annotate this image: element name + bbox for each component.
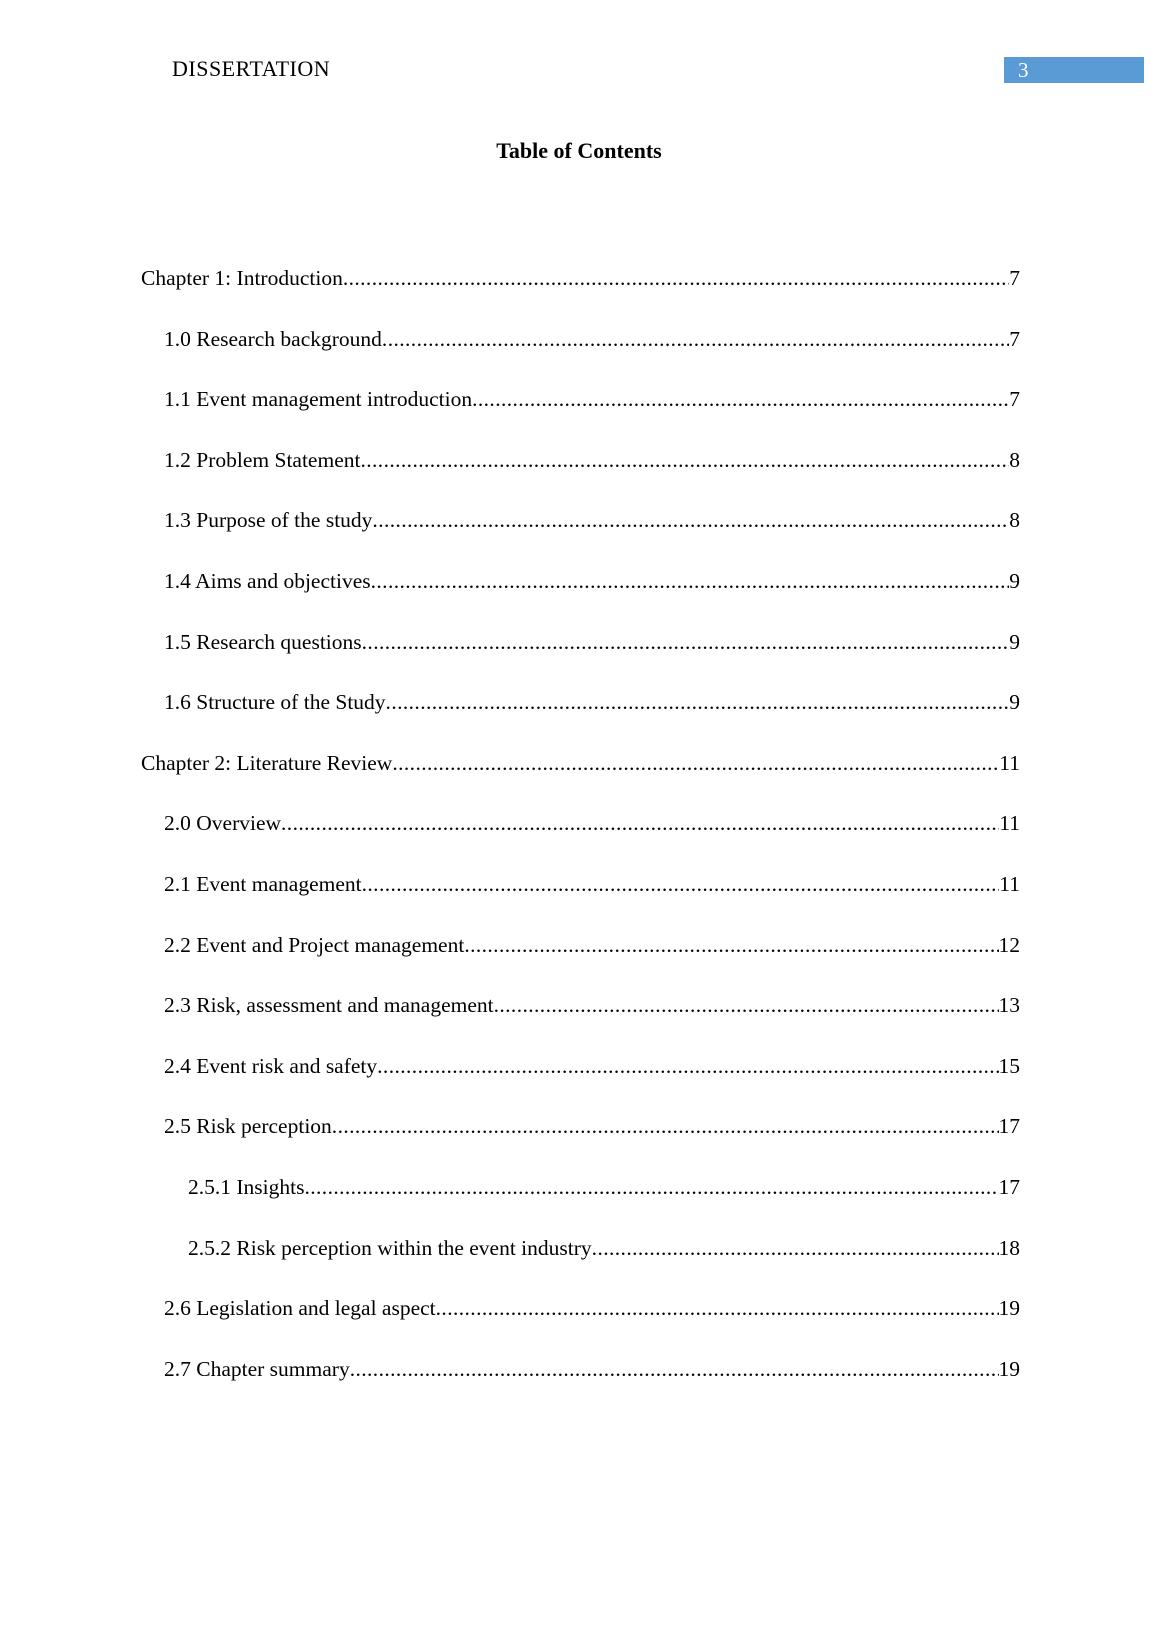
toc-entry[interactable]	[164, 1110, 1020, 1140]
toc-dot-leader	[343, 264, 1009, 292]
toc-title: Table of Contents	[496, 138, 662, 163]
toc-entry-label: 2.4 Event risk and safety	[164, 1053, 378, 1078]
toc-entry-label: 2.5.2 Risk perception within the event industry	[188, 1235, 592, 1260]
toc-entry[interactable]	[164, 1292, 1020, 1322]
page-number-badge	[1004, 57, 1144, 83]
toc-entry-label: 2.7 Chapter summary	[164, 1356, 350, 1381]
toc-dot-leader	[281, 809, 999, 837]
toc-entry-label: 1.2 Problem Statement	[164, 447, 361, 472]
toc-entry-label: 1.1 Event management introduction	[164, 387, 473, 412]
toc-dot-leader	[494, 991, 999, 1019]
toc-entry-label: 2.0 Overview	[164, 811, 282, 836]
toc-entry-page: 8	[1009, 447, 1020, 472]
toc-entry[interactable]	[164, 383, 1020, 413]
toc-entry-label: 1.6 Structure of the Study	[164, 690, 386, 715]
toc-entry[interactable]	[164, 444, 1020, 474]
toc-entry[interactable]	[164, 686, 1020, 716]
toc-entry-page: 11	[999, 811, 1020, 836]
toc-entry[interactable]	[164, 1050, 1020, 1080]
toc-entry-label: 2.1 Event management	[164, 872, 362, 896]
running-head: DISSERTATION	[172, 56, 331, 81]
toc-dot-leader	[436, 1294, 999, 1322]
toc-entry-label: 2.5 Risk perception	[164, 1114, 332, 1139]
toc-entry-page: 12	[998, 932, 1020, 957]
toc-entry-label: 1.4 Aims and objectives	[164, 569, 371, 593]
toc-entry[interactable]	[164, 626, 1020, 656]
toc-entry-page: 9	[1009, 569, 1020, 593]
toc-dot-leader	[464, 931, 998, 959]
toc-entry-label: Chapter 2: Literature Review	[141, 750, 393, 775]
toc-entry-page: 9	[1009, 690, 1020, 715]
toc-entry-label: 2.6 Legislation and legal aspect	[164, 1296, 436, 1321]
toc-entry-page: 17	[998, 1114, 1020, 1139]
toc-dot-leader	[392, 749, 999, 777]
toc-entry[interactable]	[188, 1171, 1020, 1201]
toc-entry-label: 1.5 Research questions	[164, 629, 362, 654]
toc-entry-page: 18	[998, 1235, 1020, 1260]
toc-entry-page: 17	[998, 1175, 1020, 1199]
toc-entry[interactable]	[164, 807, 1020, 837]
toc-entry[interactable]	[164, 929, 1020, 959]
toc-entry[interactable]	[164, 504, 1020, 534]
toc-dot-leader	[371, 567, 1010, 595]
toc-dot-leader	[360, 446, 1009, 474]
toc-entry[interactable]	[164, 989, 1020, 1019]
toc-entry-page: 13	[998, 993, 1020, 1018]
toc-entry-page: 9	[1009, 629, 1020, 654]
toc-entry-label: 2.3 Risk, assessment and management	[164, 993, 494, 1018]
page-number: 3	[1018, 58, 1029, 82]
toc-entry-page: 8	[1009, 508, 1020, 533]
toc-entry-page: 19	[998, 1296, 1020, 1321]
toc-entry[interactable]	[188, 1232, 1020, 1262]
toc-entry[interactable]	[141, 262, 1020, 292]
toc-dot-leader	[592, 1234, 999, 1262]
toc-dot-leader	[362, 628, 1010, 656]
toc-entry-page: 7	[1009, 387, 1020, 412]
toc-entry-label: 1.3 Purpose of the study	[164, 508, 373, 533]
toc-dot-leader	[362, 870, 1000, 898]
toc-entry-label: 2.2 Event and Project management	[164, 932, 465, 957]
toc-entry-label: 2.5.1 Insights	[188, 1175, 305, 1199]
toc-dot-leader	[304, 1173, 998, 1201]
toc-dot-leader	[350, 1355, 999, 1383]
toc-dot-leader	[386, 688, 1010, 716]
toc-entry-page: 11	[999, 750, 1020, 775]
toc-entry-page: 7	[1009, 326, 1020, 351]
toc-entry[interactable]	[164, 323, 1020, 353]
toc-dot-leader	[332, 1112, 999, 1140]
toc-dot-leader	[472, 385, 1009, 413]
toc-dot-leader	[377, 1052, 998, 1080]
toc-entry-label: 1.0 Research background	[164, 326, 382, 351]
toc-entry-page: 11	[999, 872, 1020, 896]
toc-entry[interactable]	[164, 868, 1020, 898]
toc-dot-leader	[382, 325, 1009, 353]
toc-entry-label: Chapter 1: Introduction	[141, 266, 343, 290]
toc-entry[interactable]	[141, 747, 1020, 777]
toc-entry[interactable]	[164, 1353, 1020, 1383]
toc-entry-page: 19	[998, 1356, 1020, 1381]
toc-entry[interactable]	[164, 565, 1020, 595]
toc-dot-leader	[372, 506, 1009, 534]
toc-entry-page: 7	[1009, 266, 1020, 290]
toc-entry-page: 15	[998, 1053, 1020, 1078]
